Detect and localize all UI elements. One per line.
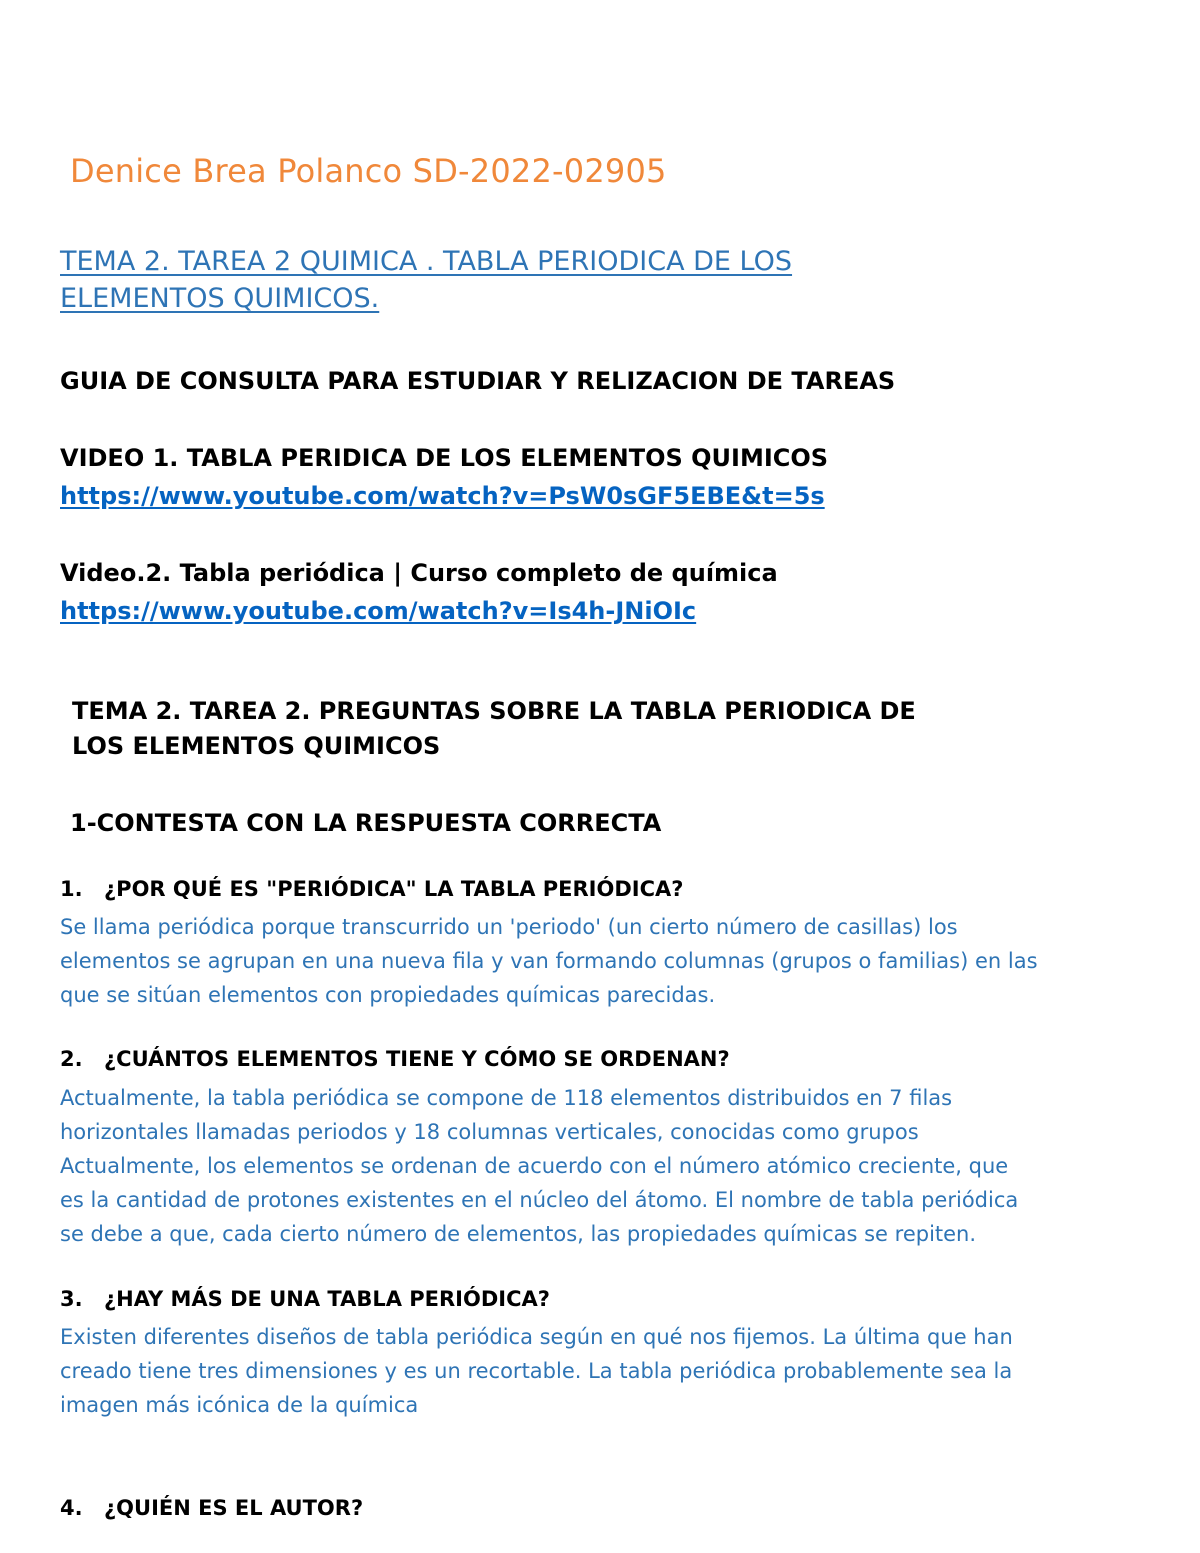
answer-2 — [60, 1081, 1070, 1251]
section-heading-line-2: LOS ELEMENTOS QUIMICOS — [72, 732, 441, 760]
instruction-heading: 1-CONTESTA CON LA RESPUESTA CORRECTA — [70, 809, 662, 837]
page-title — [60, 243, 1020, 317]
question-2 — [60, 1047, 730, 1071]
question-4 — [60, 1496, 363, 1520]
answer-line: elementos se agrupan en una nueva fila y van formando columnas (grupos o familias) en las — [60, 949, 1038, 973]
guide-heading: GUIA DE CONSULTA PARA ESTUDIAR Y RELIZACION DE TAREAS — [60, 367, 896, 395]
video2-label: Video.2. Tabla periódica | Curso completo de química — [60, 559, 778, 587]
question-number: 3. — [60, 1287, 83, 1311]
answer-line: se debe a que, cada cierto número de elementos, las propiedades químicas se repiten. — [60, 1222, 977, 1246]
video2-link[interactable]: https://www.youtube.com/watch?v=Is4h-JNiOIc — [60, 597, 697, 625]
question-text: ¿CUÁNTOS ELEMENTOS TIENE Y CÓMO SE ORDENAN? — [104, 1047, 730, 1071]
question-text: ¿HAY MÁS DE UNA TABLA PERIÓDICA? — [104, 1287, 550, 1311]
title-line-1: TEMA 2. TAREA 2 QUIMICA . TABLA PERIODICA DE LOS — [60, 246, 793, 277]
video1-label: VIDEO 1. TABLA PERIDICA DE LOS ELEMENTOS QUIMICOS — [60, 444, 829, 472]
question-number: 4. — [60, 1496, 83, 1520]
answer-line: Se llama periódica porque transcurrido un 'periodo' (un cierto número de casillas) los — [60, 915, 958, 939]
answer-line: que se sitúan elementos con propiedades químicas parecidas. — [60, 983, 716, 1007]
video1-link[interactable]: https://www.youtube.com/watch?v=PsW0sGF5EBE&t=5s — [60, 482, 825, 510]
answer-3 — [60, 1320, 1070, 1422]
answer-line: Actualmente, los elementos se ordenan de acuerdo con el número atómico creciente, que — [60, 1154, 1009, 1178]
question-3 — [60, 1287, 550, 1311]
answer-line: Existen diferentes diseños de tabla periódica según en qué nos fijemos. La última que han — [60, 1325, 1013, 1349]
answer-line: es la cantidad de protones existentes en el núcleo del átomo. El nombre de tabla periódica — [60, 1188, 1019, 1212]
question-text: ¿QUIÉN ES EL AUTOR? — [104, 1496, 364, 1520]
author-line: Denice Brea Polanco SD-2022-02905 — [70, 152, 667, 190]
answer-line: Actualmente, la tabla periódica se compone de 118 elementos distribuidos en 7 filas — [60, 1086, 953, 1110]
question-number: 2. — [60, 1047, 83, 1071]
answer-line: imagen más icónica de la química — [60, 1393, 419, 1417]
answer-line: horizontales llamadas periodos y 18 columnas verticales, conocidas como grupos — [60, 1120, 919, 1144]
section-heading — [72, 694, 916, 764]
section-heading-line-1: TEMA 2. TAREA 2. PREGUNTAS SOBRE LA TABLA PERIODICA DE — [72, 697, 916, 725]
question-1 — [60, 877, 683, 901]
title-line-2: ELEMENTOS QUIMICOS. — [60, 283, 380, 314]
answer-line: creado tiene tres dimensiones y es un recortable. La tabla periódica probablemente sea la — [60, 1359, 1013, 1383]
question-text: ¿POR QUÉ ES "PERIÓDICA" LA TABLA PERIÓDICA? — [104, 877, 684, 901]
answer-1 — [60, 910, 1070, 1012]
question-number: 1. — [60, 877, 83, 901]
